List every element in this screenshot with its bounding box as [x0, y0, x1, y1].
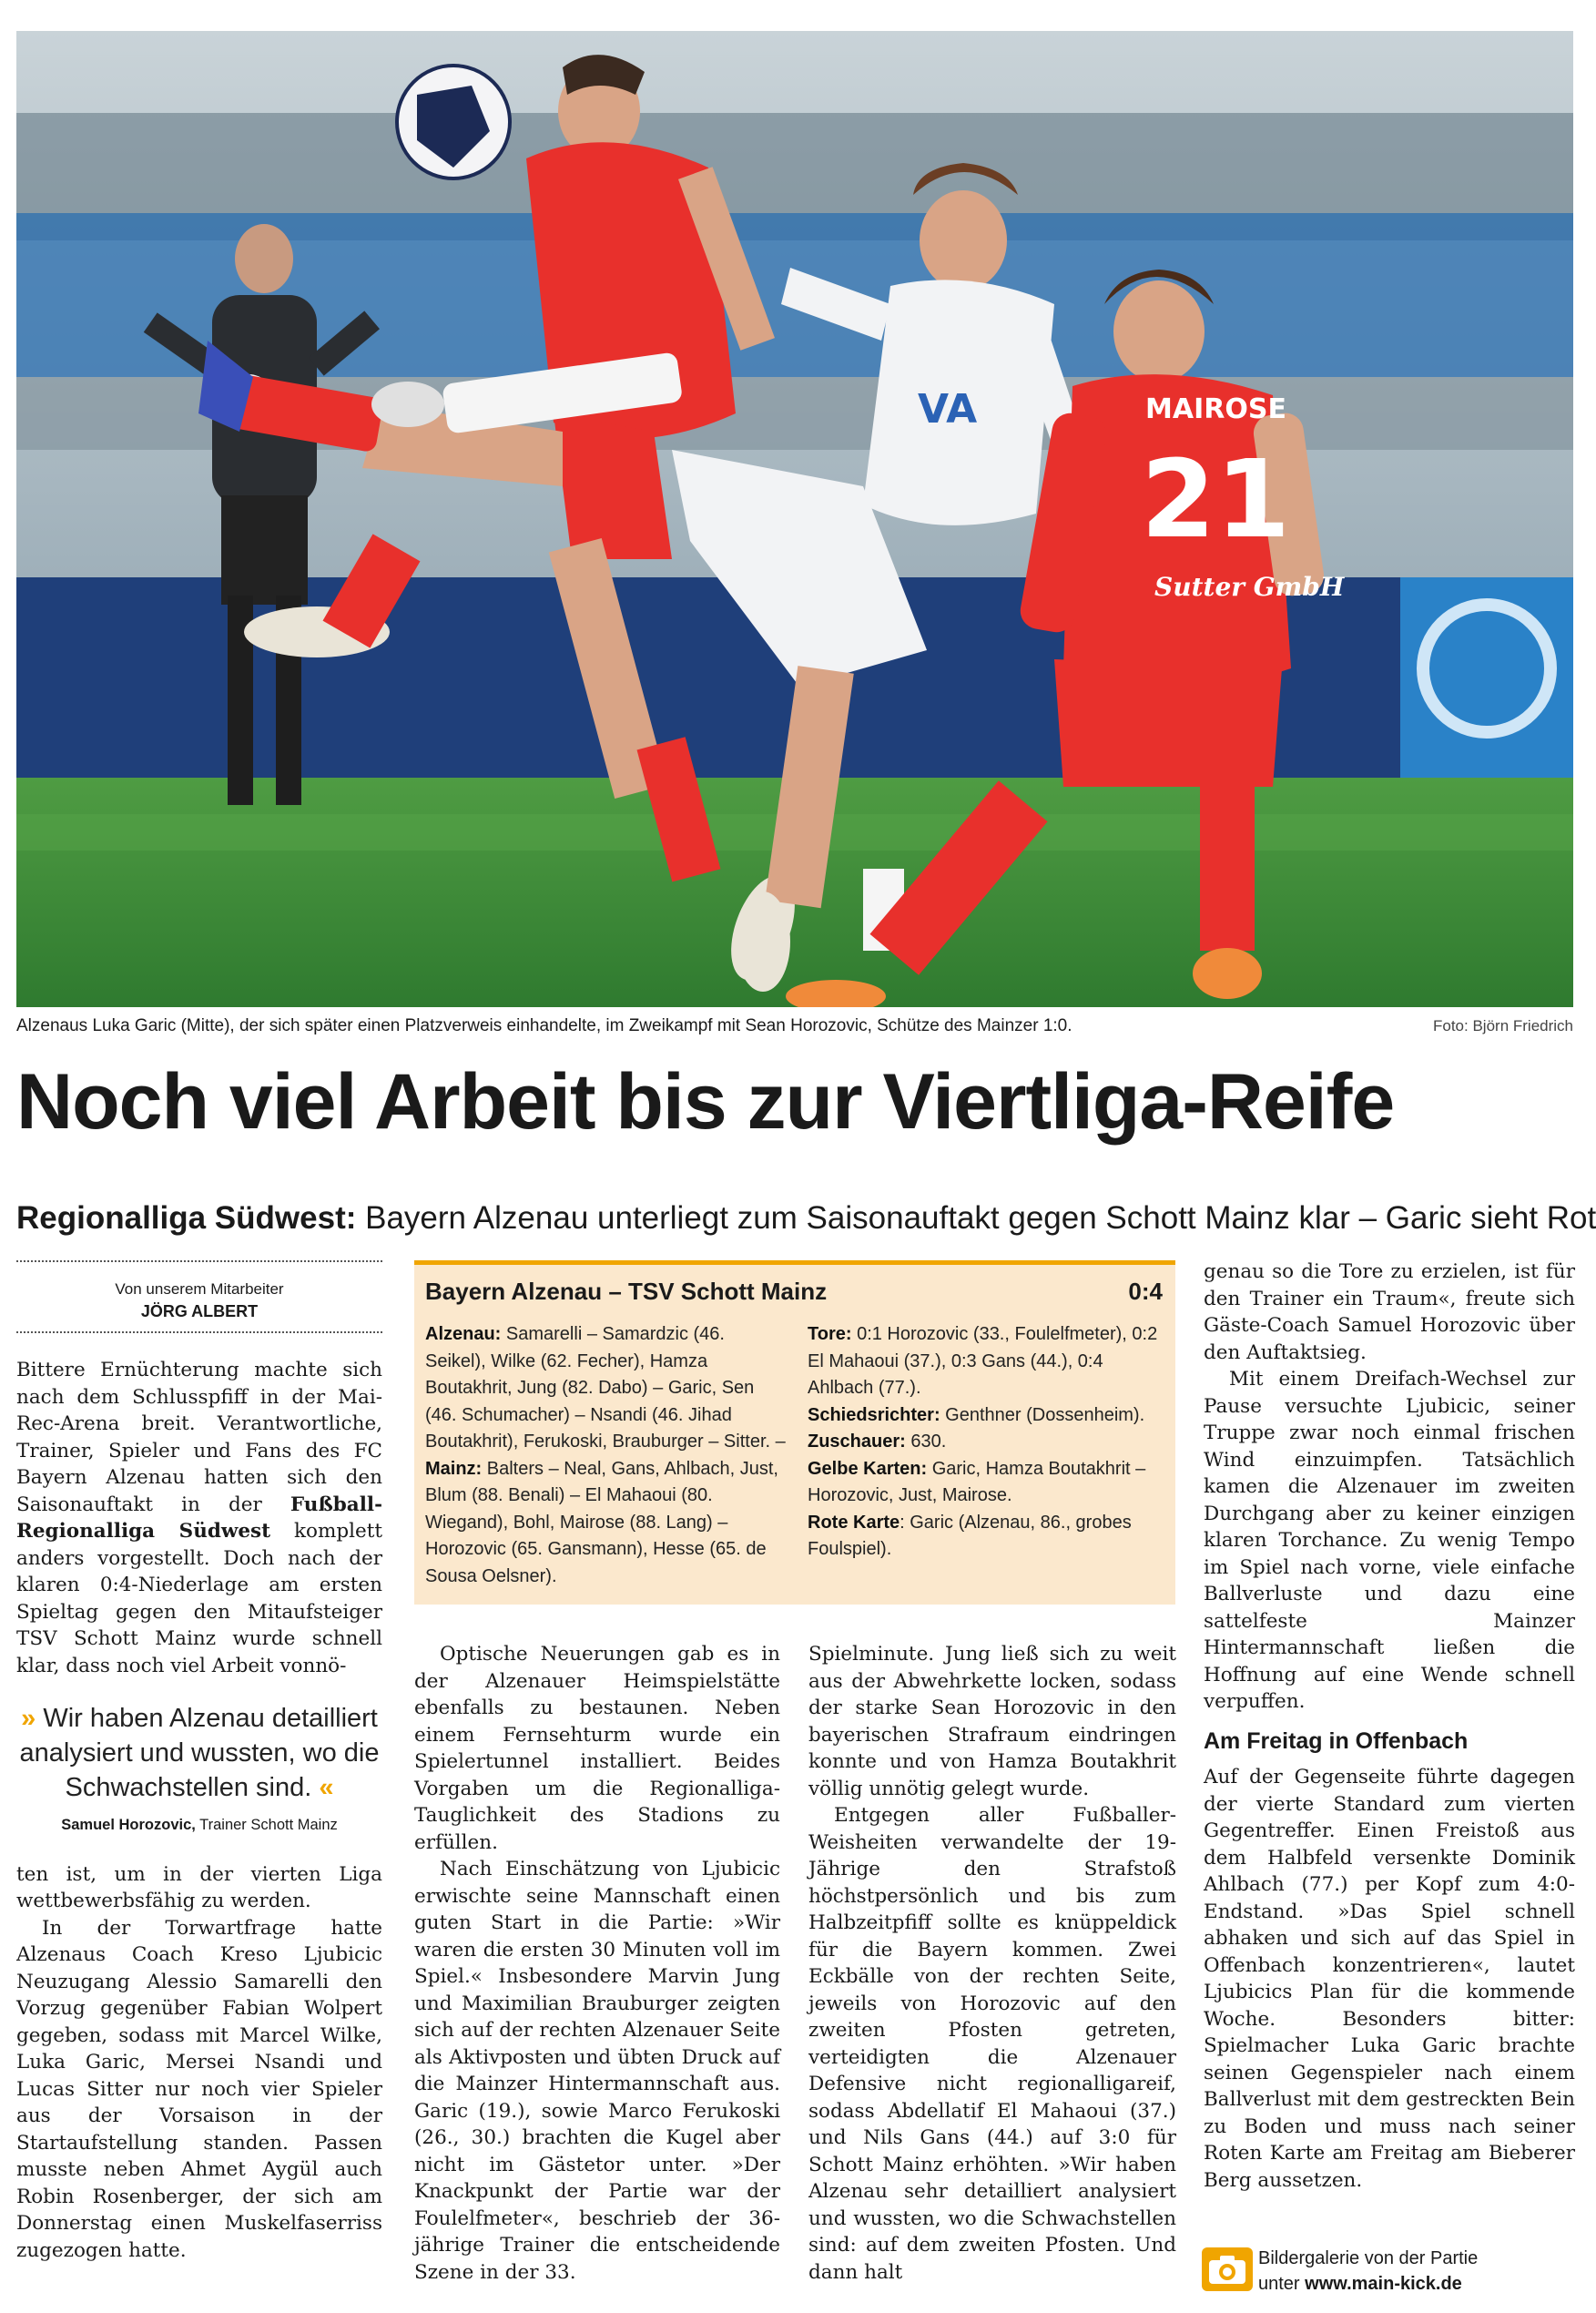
paragraph: Entgegen aller Fußballer-Weisheiten verwandelte der 19-Jährige den Strafstoß höchstpersönlich und bis zum Halbzeitpfiff sollte es knüppeldick für die Bayern kommen. Zwei Eckbälle von der rechten Seite, jeweils von Horozovic auf den zweiten Pfosten getreten, verteidigten die Alzenauer Defensive nicht regionalligareif, sodass Abdellatif El Mahaoui (37.) und Nils Gans (44.) auf 3:0 für Schott Mainz erhöhten. »Wir haben Alzenau sehr detailliert analysiert und wussten, wo die Schwachstellen sind: auf dem zweiten Pfosten. Und dann halt	[808, 1804, 1176, 2284]
gallery-line1: Bildergalerie von der Partie	[1258, 2248, 1479, 2268]
quote-text-block	[16, 1701, 382, 1805]
red-card: : Garic (Alzenau, 86., grobes Foulspiel).	[808, 1512, 1132, 1559]
match-facts	[808, 1321, 1164, 1564]
column-4	[1204, 1258, 1575, 2194]
column-2	[414, 1641, 780, 2286]
quote-text: Wir haben Alzenau detailliert analysiert und wussten, wo die Schwachstellen sind.	[19, 1704, 380, 1802]
shirt-number: 21	[1141, 436, 1291, 562]
svg-text:VA: VA	[918, 386, 978, 433]
gallery-text	[1258, 2246, 1478, 2297]
column-1	[16, 1260, 382, 2264]
photo-credit: Foto: Björn Friedrich	[1433, 1017, 1573, 1034]
paragraph: In der Torwartfrage hatte Alzenaus Coach Kreso Ljubicic Neuzugang Alessio Samarelli den Vorzug gegenüber Fabian Wolpert gegeben, sodass mit Marcel Wilke, Luka Garic, Mersei Nsandi und Lucas Sitter nur noch vier Spieler aus der Vorsaison in der Startaufstellung standen. Passen musste neben Ahmet Aygül auch Robin Rosenberger, der sich am Donnerstag einen Muskelfaserriss zugezogen hatte.	[16, 1916, 382, 2262]
section-subtitle: Am Freitag in Offenbach	[1204, 1727, 1469, 1754]
paragraph: ten ist, um in der vierten Liga wettbewerbsfähig zu werden.	[16, 1862, 382, 1912]
match-info-box	[414, 1260, 1175, 1605]
box-score: 0:4	[1128, 1278, 1163, 1305]
paragraph: Spielminute. Jung ließ sich zu weit aus der Abwehrkette locken, sodass der starke Sean Horozovic in den bayerischen Strafraum eindringen konnte und von Hamza Boutakhrit völlig unnötig gelegt wurde.	[808, 1643, 1176, 1800]
headline: Noch viel Arbeit bis zur Viertliga-Reife	[16, 1058, 1395, 1146]
paragraph: Mit einem Dreifach-Wechsel zur Pause versuchte Ljubicic, seiner Truppe zwar noch einmal frischen Wind einzuimpfen. Tatsächlich kamen die Alzenauer im zweiten Durchgang aber zu keiner einzigen klaren Torchance. Zu wenig Tempo im Spiel nach vorne, viele einfache Ballverluste und dazu eine sattelfeste Mainzer Hintermannschaft ließen die Hoffnung auf eine Wende schnell verpuffen.	[1204, 1368, 1575, 1713]
shirt-name: MAIROSE	[1145, 393, 1286, 425]
text-run-bold: Fußball-Regionalliga Südwest	[16, 1493, 382, 1543]
byline	[16, 1279, 382, 1322]
byline-role: Von unserem Mitarbeiter	[115, 1280, 284, 1298]
gallery-line2	[1258, 2271, 1478, 2297]
label-alzenau: Alzenau:	[425, 1324, 502, 1344]
subhead-kicker: Regionalliga Südwest:	[16, 1200, 357, 1236]
match-photo	[16, 31, 1573, 1007]
gallery-link[interactable]	[1202, 2242, 1584, 2306]
paragraph: Nach Einschätzung von Ljubicic erwischte seine Mannschaft einen guten Start in die Partie: »Wir waren die ersten 30 Minuten voll im Spiel.« Insbesondere Marvin Jung und Maximilian Brauburger zeigten sich auf der rechten Alzenauer Seite als Aktivposten und übten Druck auf die Mainzer Hintermannschaft aus. Garic (19.), sowie Marco Ferukoski (26., 30.) brachten die Kugel aber nicht im Gästetor unter. »Der Knackpunkt der Partie war der Foulelfmeter«, beschrieb der 36-jährige Trainer die entscheidende Szene in der 33.	[414, 1858, 780, 2284]
lineup-mainz: Balters – Neal, Gans, Ahlbach, Just, Blum (88. Benali) – El Mahaoui (80. Wiegand), Bohl, Mairose (88. Lang) – Horozovic (65. Gansmann), Hesse (65. de Sousa Oelsner).	[425, 1458, 778, 1586]
paragraph: genau so die Tore zu erzielen, ist für den Trainer ein Traum«, freute sich Gäste-Coach Samuel Horozovic über den Auftaktsieg.	[1204, 1260, 1575, 1364]
paragraph: Optische Neuerungen gab es in der Alzenauer Heimspielstätte ebenfalls zu bestaunen. Neben einem Fernsehturm wurde ein Spielertunnel installiert. Beides Vorgaben um die Regionalliga-Tauglichkeit des Stadions zu erfüllen.	[414, 1643, 780, 1854]
football	[397, 66, 510, 178]
byline-author: JÖRG ALBERT	[140, 1302, 259, 1320]
divider	[16, 1331, 382, 1333]
photo-caption	[16, 1013, 1573, 1040]
match-photo-illustration	[16, 31, 1573, 1007]
attendance: 630.	[905, 1432, 947, 1452]
caption-text: Alzenaus Luka Garic (Mitte), der sich später einen Platzverweis einhandelte, im Zweikampf mit Sean Horozovic, Schütze des Mainzer 1:0.	[16, 1016, 1072, 1035]
label-attendance: Zuschauer:	[808, 1432, 906, 1452]
quote-role: Trainer Schott Mainz	[195, 1817, 338, 1833]
quote-mark-icon: «	[319, 1773, 334, 1802]
subheadline	[16, 1200, 1596, 1237]
label-red-card: Rote Karte	[808, 1512, 900, 1533]
divider	[16, 1260, 382, 1262]
label-goals: Tore:	[808, 1324, 852, 1344]
lineups	[425, 1321, 789, 1590]
subhead-text: Bayern Alzenau unterliegt zum Saisonauftakt gegen Schott Mainz klar – Garic sieht Rot	[356, 1200, 1596, 1236]
quote-author: Samuel Horozovic,	[61, 1817, 196, 1833]
text-run: Bittere Ernüchterung machte sich nach dem Schlusspfiff in der Mai-Rec-Arena breit. Verantwortliche, Trainer, Spieler und Fans des FC Bayern Alzenau hatten sich den Saisonauftakt in der	[16, 1359, 382, 1516]
paragraph: Auf der Gegenseite führte dagegen der vierte Standard zum vierten Gegentreffer. Einen Freistoß aus dem Halbfeld versenkte Dominik Ahlbach (77.) per Kopf zum 4:0-Endstand. »Das Spiel schnell abhaken und sich auf das Spiel in Offenbach konzentrieren«, lautet Ljubicics Plan für die kommende Woche. Besonders bitter: Spielmacher Luka Garic brachte seinen Gegenspieler nach einem Ballverlust mit dem gestreckten Bein zu Boden und muss nach seiner Roten Karte am Freitag am Bieberer Berg aussetzen.	[1204, 1766, 1575, 2192]
column-3	[808, 1641, 1176, 2286]
pull-quote	[16, 1701, 382, 1839]
referee: Genthner (Dossenheim).	[940, 1404, 1145, 1425]
lineup-alzenau: Samarelli – Samardzic (46. Seikel), Wilke (62. Fecher), Hamza Boutakhrit, Jung (82. Dabo) – Garic, Sen (46. Schumacher) – Nsandi (46. Jihad Boutakhrit), Ferukoski, Brauburger – Sitter. –	[425, 1324, 786, 1452]
camera-icon	[1202, 2247, 1253, 2291]
paragraph	[16, 1357, 382, 1679]
box-title: Bayern Alzenau – TSV Schott Mainz	[425, 1278, 828, 1305]
text-run: komplett anders vorgestellt. Doch nach der klaren 0:4-Niederlage am ersten Spieltag gegen den Mitaufsteiger TSV Schott Mainz wurde schnell klar, dass noch viel Arbeit vonnö-	[16, 1520, 383, 1677]
yellow-cards: Garic, Hamza Boutakhrit – Horozovic, Just, Mairose.	[808, 1458, 1146, 1505]
quote-source	[16, 1812, 382, 1839]
gallery-url[interactable]: www.main-kick.de	[1305, 2274, 1462, 2294]
label-yellow-cards: Gelbe Karten:	[808, 1458, 928, 1479]
gallery-prefix: unter	[1258, 2274, 1306, 2294]
label-referee: Schiedsrichter:	[808, 1404, 940, 1425]
label-mainz: Mainz:	[425, 1458, 483, 1479]
shirt-sponsor: Sutter GmbH	[1154, 572, 1345, 602]
goals: 0:1 Horozovic (33., Foulelfmeter), 0:2 El Mahaoui (37.), 0:3 Gans (44.), 0:4 Ahlbach (77.).	[808, 1324, 1158, 1398]
quote-mark-icon: »	[21, 1704, 36, 1733]
